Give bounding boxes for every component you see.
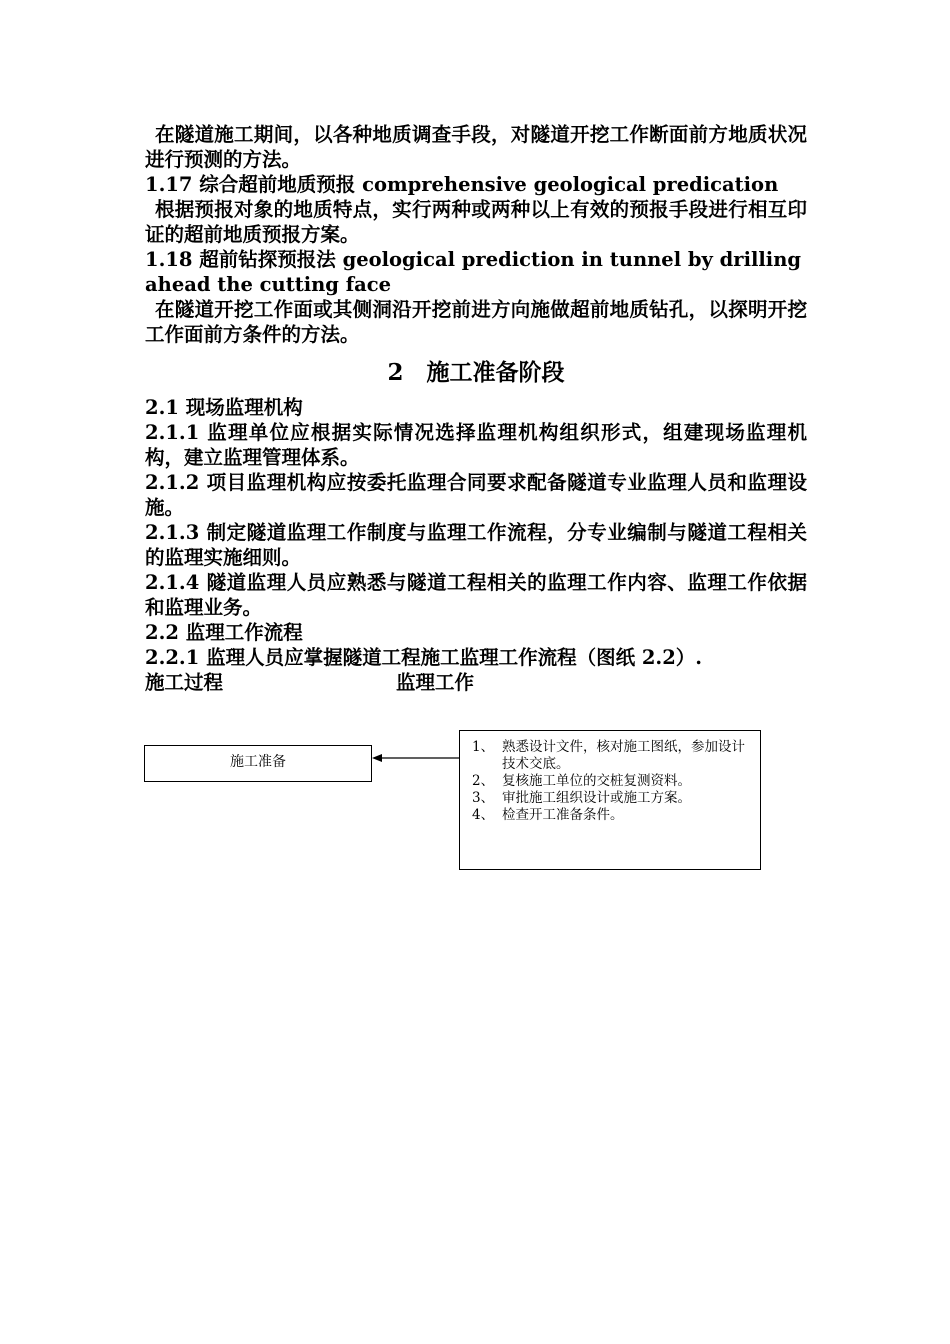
flow-column-labels [145,670,807,695]
supervision-task-item: 4、 检查开工准备条件。 [472,807,624,823]
item-2-1-3: 2.1.3 制定隧道监理工作制度与监理工作流程，分专业编制与隧道工程相关的监理实施细则。 [145,521,807,569]
supervision-task-item: 1、 熟悉设计文件，核对施工图纸，参加设计技术交底。 [472,739,745,772]
flow-box-supervision-tasks [459,730,761,870]
paragraph-definition-3: 在隧道开挖工作面或其侧洞沿开挖前进方向施做超前地质钻孔，以探明开挖工作面前方条件的方法。 [145,298,807,346]
label-supervision-work: 监理工作 [396,671,475,694]
item-2-1-1: 2.1.1 监理单位应根据实际情况选择监理机构组织形式，组建现场监理机构，建立监理管理体系。 [145,421,807,469]
flow-arrow-left [372,750,460,766]
heading-2-1: 2.1 现场监理机构 [145,396,303,419]
heading-2-2: 2.2 监理工作流程 [145,621,303,644]
label-construction-process: 施工过程 [145,671,224,694]
flow-box-construction-prep: 施工准备 [144,745,372,782]
item-2-1-2: 2.1.2 项目监理机构应按委托监理合同要求配备隧道专业监理人员和监理设施。 [145,471,807,519]
heading-1-18: 1.18 超前钻探预报法 geological prediction in tunnel by drilling ahead the cutting face [145,248,802,296]
item-2-2-1: 2.2.1 监理人员应掌握隧道工程施工监理工作流程（图纸 2.2）. [145,646,703,669]
paragraph-definition-1: 在隧道施工期间，以各种地质调查手段，对隧道开挖工作断面前方地质状况进行预测的方法。 [145,123,807,171]
supervision-task-item: 2、 复核施工单位的交桩复测资料。 [472,773,691,789]
text-body [145,122,807,695]
item-2-1-4: 2.1.4 隧道监理人员应熟悉与隧道工程相关的监理工作内容、监理工作依据和监理业务。 [145,571,807,619]
paragraph-definition-2: 根据预报对象的地质特点，实行两种或两种以上有效的预报手段进行相互印证的超前地质预报方案。 [145,198,807,246]
section-title: 2 施工准备阶段 [387,359,565,386]
supervision-task-item: 3、 审批施工组织设计或施工方案。 [472,790,691,806]
heading-1-17: 1.17 综合超前地质预报 comprehensive geological predication [145,173,779,196]
